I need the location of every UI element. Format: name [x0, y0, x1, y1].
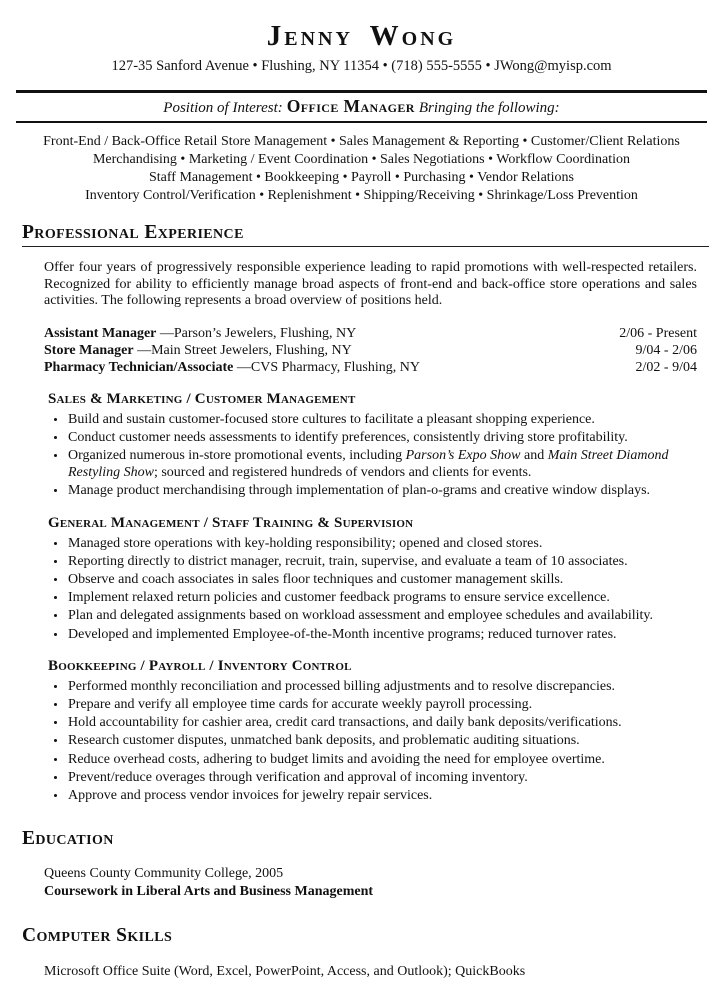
bullet-text: Plan and delegated assignments based on workload assessment and employee schedules and availability. [68, 608, 653, 624]
job-row [44, 325, 697, 342]
bullet-item [67, 482, 697, 499]
job-row [44, 359, 697, 376]
position-role: Office Manager [286, 96, 415, 116]
position-suffix: Bringing the following: [418, 100, 560, 116]
bullet-item [67, 751, 697, 768]
sales-bullet-list [52, 411, 697, 500]
bullet-text: Prevent/reduce overages through verification and approval of incoming inventory. [68, 769, 528, 785]
bullet-text: Implement relaxed return policies and customer feedback programs to ensure service excellence. [68, 590, 610, 606]
job-company: —Main Street Jewelers, Flushing, NY [133, 342, 352, 358]
bullet-text: Build and sustain customer-focused store cultures to facilitate a pleasant shopping experience. [68, 411, 595, 427]
job-dates: 2/02 - 9/04 [635, 359, 697, 375]
section-experience [14, 222, 709, 804]
skills-summary-line: Staff Management • Bookkeeping • Payroll • Purchasing • Vendor Relations [148, 170, 575, 185]
bullet-item [67, 553, 697, 570]
bullet-item [67, 447, 697, 481]
bullet-item [67, 589, 697, 606]
general-bullet-list [52, 535, 697, 643]
job-company: —CVS Pharmacy, Flushing, NY [233, 359, 420, 375]
education-coursework: Coursework in Liberal Arts and Business Management [44, 884, 374, 900]
job-left [44, 342, 352, 359]
job-row [44, 342, 697, 359]
bullet-text: Observe and coach associates in sales floor techniques and customer management skills. [68, 571, 564, 587]
bullet-item [67, 678, 697, 695]
job-dates: 9/04 - 2/06 [635, 342, 697, 358]
skills-summary [18, 133, 705, 205]
job-company: —Parson’s Jewelers, Flushing, NY [156, 325, 357, 341]
bullet-text: Approve and process vendor invoices for jewelry repair services. [68, 787, 433, 803]
bullet-text: and [520, 447, 548, 463]
bullet-item [67, 571, 697, 588]
section-heading-computer-skills: Computer Skills [22, 925, 173, 947]
section-heading-experience: Professional Experience [22, 222, 709, 247]
skills-summary-line: Inventory Control/Verification • Replenishment • Shipping/Receiving • Shrinkage/Loss Prevention [85, 188, 638, 203]
job-title: Store Manager [44, 342, 134, 358]
job-list [44, 325, 697, 376]
education-details [44, 865, 697, 901]
subsection-heading-general-management: General Management / Staff Training & Supervision [48, 514, 414, 531]
bullet-item [67, 607, 697, 624]
bullet-text: Organized numerous in-store promotional events, including [68, 447, 406, 463]
contact-line: 127-35 Sanford Avenue • Flushing, NY 11354 • (718) 555-5555 • JWong@myisp.com [111, 58, 612, 74]
event-name: Main Street Diamond Restyling Show [68, 447, 669, 481]
section-education [14, 828, 709, 901]
subsection-heading-bookkeeping: Bookkeeping / Payroll / Inventory Control [48, 657, 352, 674]
bullet-text: Performed monthly reconciliation and processed billing adjustments and to resolve discrepancies. [68, 678, 616, 694]
bullet-text: Reporting directly to district manager, recruit, train, supervise, and evaluate a team of 10 associates. [68, 553, 628, 569]
bullet-item [67, 787, 697, 804]
bullet-text: Manage product merchandising through implementation of plan-o-grams and creative window displays. [68, 483, 651, 499]
computer-skills-text: Microsoft Office Suite (Word, Excel, PowerPoint, Access, and Outlook); QuickBooks [44, 964, 526, 980]
bookkeeping-bullet-list [52, 678, 697, 804]
bullet-text: Prepare and verify all employee time cards for accurate weekly payroll processing. [68, 696, 533, 712]
event-name: Parson’s Expo Show [405, 447, 521, 463]
experience-summary: Offer four years of progressively responsible experience leading to rapid promotions with well-respected retailers. Recognized for ability to efficiently manage broad aspects of front-end and back-office store operations and sales activities. The following represents a broad overview of positions held. [44, 260, 697, 308]
skills-summary-line: Front-End / Back-Office Retail Store Management • Sales Management & Reporting • Customer/Client Relations [43, 134, 680, 149]
job-title: Assistant Manager [44, 325, 157, 341]
bullet-text: Developed and implemented Employee-of-the-Month incentive programs; reduced turnover rates. [68, 626, 617, 642]
section-heading-education: Education [22, 828, 114, 850]
person-name: Jenny Wong [266, 20, 457, 52]
skills-summary-line: Merchandising • Marketing / Event Coordination • Sales Negotiations • Workflow Coordination [92, 152, 631, 167]
job-left [44, 325, 356, 342]
bullet-item [67, 429, 697, 446]
job-title: Pharmacy Technician/Associate [44, 359, 234, 375]
job-left [44, 359, 420, 376]
bullet-item [67, 626, 697, 643]
bullet-text: ; sourced and registered hundreds of vendors and clients for events. [153, 465, 532, 481]
bullet-text: Conduct customer needs assessments to identify preferences, consistently driving store profitability. [68, 429, 628, 445]
bullet-item [67, 696, 697, 713]
bullet-item [67, 411, 697, 428]
position-of-interest-band [16, 90, 707, 123]
bullet-item [67, 535, 697, 552]
resume-header [14, 20, 709, 75]
bullet-item [67, 732, 697, 749]
job-dates: 2/06 - Present [619, 325, 697, 341]
education-school: Queens County Community College, 2005 [44, 866, 284, 882]
bullet-text: Research customer disputes, unmatched bank deposits, and problematic auditing situations. [68, 733, 580, 749]
bullet-text: Reduce overhead costs, adhering to budget limits and avoiding the need for employee overtime. [68, 751, 605, 767]
bullet-item [67, 769, 697, 786]
section-computer-skills [14, 925, 709, 981]
bullet-text: Managed store operations with key-holding responsibility; opened and closed stores. [68, 535, 543, 551]
position-label: Position of Interest: [163, 100, 283, 116]
bullet-item [67, 714, 697, 731]
subsection-heading-sales-marketing: Sales & Marketing / Customer Management [48, 390, 356, 407]
bullet-text: Hold accountability for cashier area, credit card transactions, and daily bank deposits/verifications. [68, 715, 622, 731]
